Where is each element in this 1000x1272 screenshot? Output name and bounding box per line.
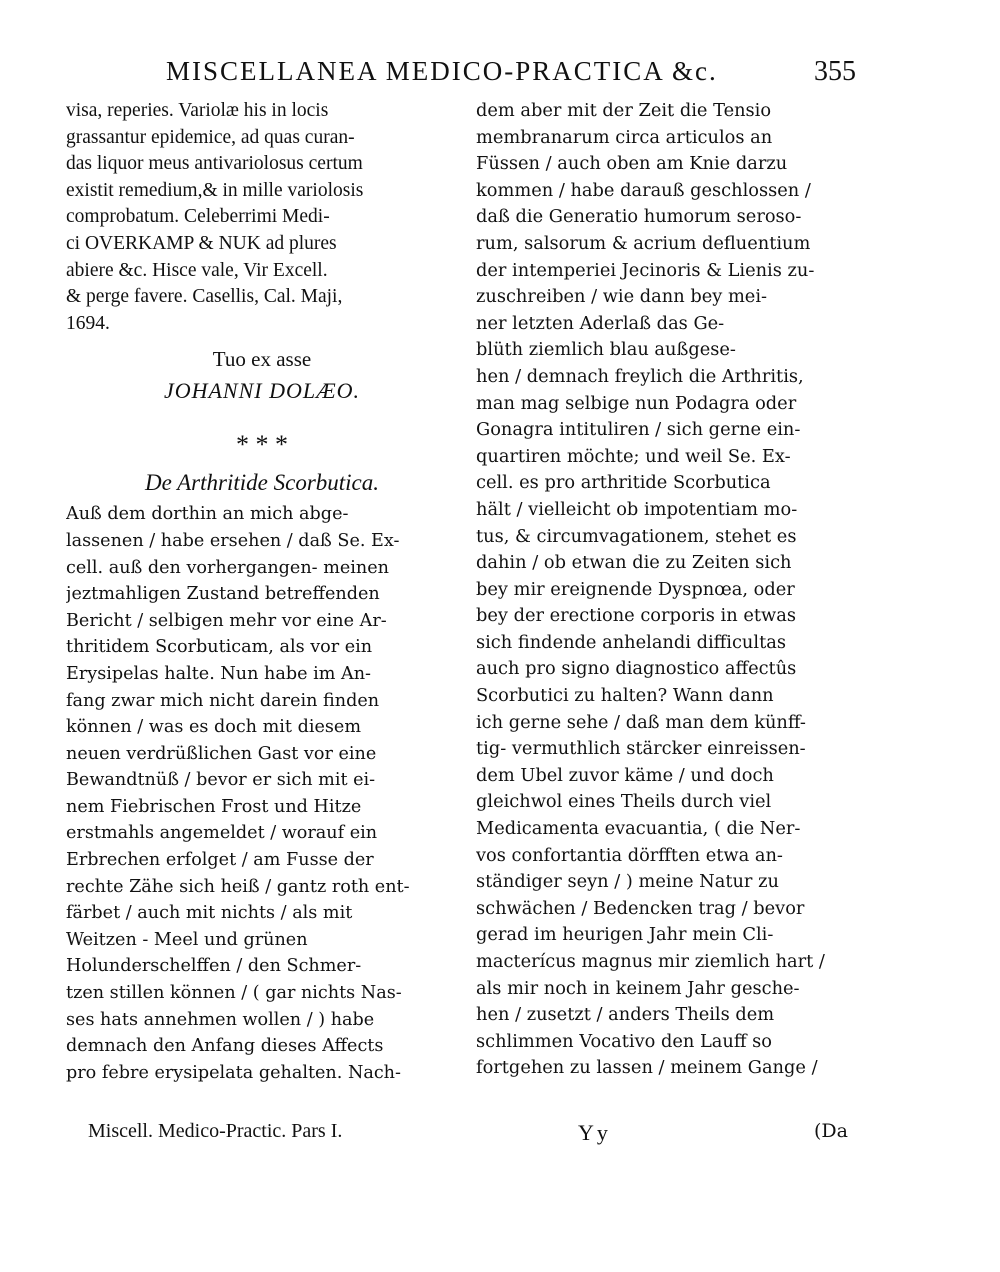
text-line: Füssen / auch oben am Knie darzu	[476, 153, 788, 175]
text-line: ständiger seyn / ) meine Natur zu	[476, 871, 779, 893]
text-line: fortgehen zu lassen / meinem Gange /	[476, 1057, 818, 1079]
text-line: pro febre erysipelata gehalten. Nach-	[66, 1062, 401, 1083]
text-line: dahin / ob etwan die zu Zeiten sich	[476, 552, 792, 574]
signatory-name: JOHANNI DOLÆO.	[163, 378, 361, 404]
text-line: Scorbutici zu halten? Wann dann	[476, 685, 774, 707]
text-line: nem Fiebrischen Frost und Hitze	[66, 796, 362, 817]
text-line: comprobatum. Celeberrimi Medi-	[66, 206, 330, 228]
text-line: abiere &c. Hisce vale, Vir Excell.	[66, 259, 328, 281]
text-line: ich gerne sehe / daß man dem künff-	[476, 711, 806, 733]
text-line: existit remedium,& in mille variolosis	[66, 179, 364, 201]
text-line: Bewandtnüß / bevor er sich mit ei-	[66, 770, 376, 791]
text-line: macterícus magnus mir ziemlich hart /	[476, 951, 825, 972]
text-line: Erysipelas halte. Nun habe im An-	[66, 663, 371, 684]
text-line: erstmahls angemeldet / worauf ein	[66, 823, 378, 844]
text-line: Holunderschelffen / den Schmer-	[66, 956, 362, 977]
text-line: demnach den Anfang dieses Affects	[66, 1036, 384, 1057]
text-line: dem aber mit der Zeit die Tensio	[476, 100, 772, 121]
text-line: hen / zusetzt / anders Theils dem	[476, 1004, 775, 1026]
text-line: hen / demnach freylich die Arthritis,	[476, 365, 804, 387]
text-line: Weitzen - Meel und grünen	[66, 929, 308, 950]
text-line: bey der erectione corporis in etwas	[476, 605, 796, 627]
book-page	[58, 50, 858, 1160]
text-line: visa, reperies. Variolæ his in locis	[66, 100, 329, 121]
text-line: auch pro signo diagnostico affectûs	[476, 658, 797, 680]
text-line: cell. es pro arthritide Scorbutica	[476, 472, 771, 494]
german-letter-text	[66, 501, 458, 1086]
page-number: 355	[814, 56, 856, 87]
text-line: blüth ziemlich blau außgese-	[476, 339, 736, 361]
text-line: als mir noch in keinem Jahr gesche-	[476, 977, 800, 999]
text-line: sich findende anhelandi difficultas	[476, 631, 786, 653]
text-line: Medicamenta evacuantia, ( die Ner-	[476, 818, 801, 840]
text-line: bey mir ereignende Dyspnœa, oder	[476, 578, 795, 600]
text-line: grassantur epidemice, ad quas curan-	[66, 126, 355, 148]
text-line: färbet / auch mit nichts / als mit	[66, 903, 353, 924]
left-column	[66, 98, 458, 1086]
page-footer	[58, 1120, 858, 1156]
asterism-divider: * * *	[236, 430, 288, 460]
text-line: membranarum circa articulos an	[476, 126, 773, 148]
text-line: neuen verdrüßlichen Gast vor eine	[66, 743, 377, 764]
text-line: rum, salsorum & acrium defluentium	[476, 232, 811, 254]
signature-mark: Yy	[578, 1120, 611, 1145]
text-line: dem Ubel zuvor käme / und doch	[476, 764, 774, 786]
text-line: können / was es doch mit diesem	[66, 717, 362, 738]
text-line: lassenen / habe ersehen / daß Se. Ex-	[66, 530, 400, 551]
text-line: kommen / habe darauß geschlossen /	[476, 179, 811, 201]
text-line: fang zwar mich nicht darein finden	[66, 690, 380, 711]
text-line: schwächen / Bedencken trag / bevor	[476, 897, 805, 919]
text-line: zuschreiben / wie dann bey mei-	[476, 286, 768, 308]
section-heading: De Arthritide Scorbutica.	[144, 470, 380, 496]
running-title: MISCELLANEA MEDICO-PRACTICA &c.	[166, 56, 718, 86]
catchword: (Da	[814, 1120, 848, 1142]
text-line: ci OVERKAMP & NUK ad plures	[66, 232, 337, 254]
text-line: ses hats annehmen wollen / ) habe	[66, 1009, 375, 1030]
text-line: der intemperiei Jecinoris & Lienis zu-	[476, 259, 815, 281]
text-line: das liquor meus antivariolosus certum	[66, 153, 363, 175]
text-line: daß die Generatio humorum seroso-	[476, 206, 802, 228]
closing-formula: Tuo ex asse	[212, 347, 312, 372]
text-line: schlimmen Vocativo den Lauff so	[476, 1030, 772, 1052]
text-line: man mag selbige nun Podagra oder	[476, 392, 797, 414]
text-line: tzen stillen können / ( gar nichts Nas-	[66, 983, 402, 1004]
text-line: 1694.	[66, 312, 110, 334]
text-line: & perge favere. Casellis, Cal. Maji,	[66, 286, 343, 308]
text-line: Bericht / selbigen mehr vor eine Ar-	[66, 610, 387, 631]
footer-title: Miscell. Medico-Practic. Pars I.	[88, 1120, 343, 1142]
running-head	[166, 50, 856, 100]
text-line: ner letzten Aderlaß das Ge-	[476, 312, 725, 334]
text-line: gleichwol eines Theils durch viel	[476, 791, 772, 813]
text-line: hält / vielleicht ob impotentiam mo-	[476, 498, 798, 520]
text-line: Gonagra intituliren / sich gerne ein-	[476, 419, 801, 441]
text-line: thritidem Scorbuticam, als vor ein	[66, 637, 373, 658]
text-line: quartiren möchte; und weil Se. Ex-	[476, 445, 791, 467]
right-column	[476, 98, 850, 1082]
text-line: Auß dem dorthin an mich abge-	[66, 504, 349, 525]
text-line: vos confortantia dörfften etwa an-	[476, 844, 783, 866]
text-line: tus, & circumvagationem, stehet es	[476, 525, 797, 547]
text-line: gerad im heurigen Jahr mein Cli-	[476, 924, 774, 946]
text-line: tig- vermuthlich stärcker einreissen-	[476, 738, 806, 760]
text-line: rechte Zähe sich heiß / gantz roth ent-	[66, 876, 410, 897]
latin-letter-text	[66, 98, 458, 337]
text-line: jeztmahligen Zustand betreffenden	[66, 584, 380, 605]
text-line: Erbrechen erfolget / am Fusse der	[66, 850, 374, 871]
text-line: cell. auß den vorhergangen- meinen	[66, 557, 389, 578]
letter-signature	[66, 343, 458, 407]
